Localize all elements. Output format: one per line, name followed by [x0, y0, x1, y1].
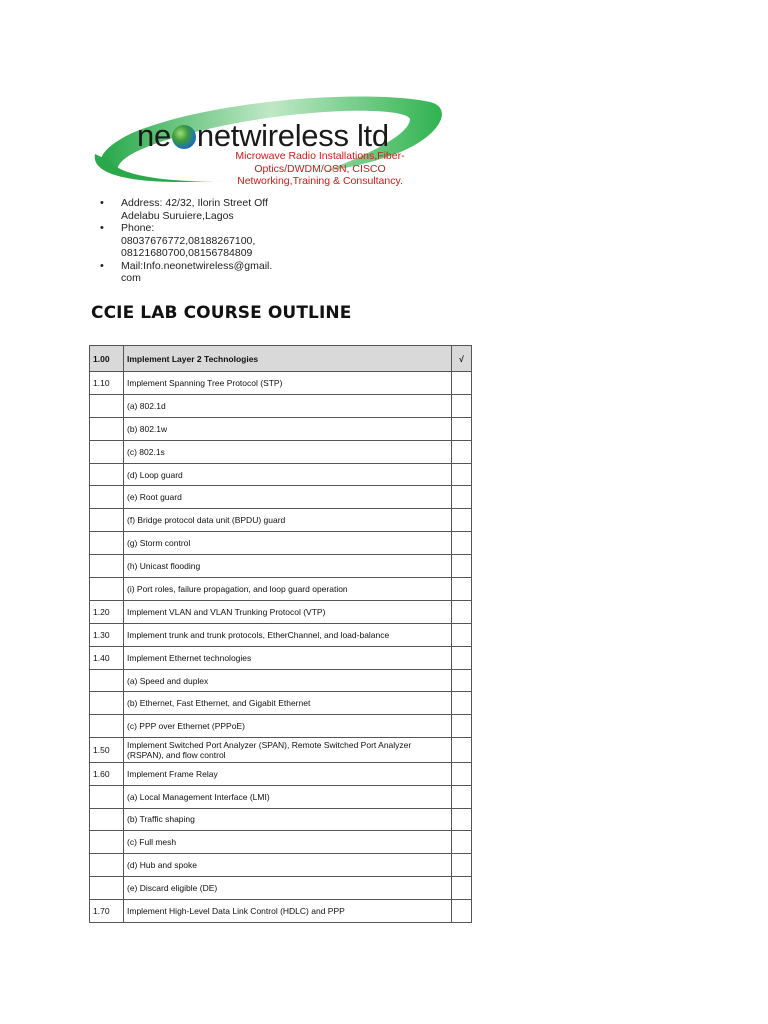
- table-row: [90, 785, 472, 808]
- table-row: [90, 486, 472, 509]
- contact-phone: [100, 222, 300, 260]
- row-topic: (c) Full mesh: [124, 831, 452, 854]
- table-row: [90, 372, 472, 395]
- row-number: [90, 715, 124, 738]
- row-number: 1.50: [90, 738, 124, 763]
- table-row: [90, 715, 472, 738]
- brand-name: [137, 118, 389, 154]
- table-row: [90, 854, 472, 877]
- row-topic: Implement Ethernet technologies: [124, 646, 452, 669]
- contact-info: [100, 197, 300, 285]
- globe-icon: [172, 125, 196, 149]
- row-check-cell: [452, 692, 472, 715]
- row-check-cell: [452, 762, 472, 785]
- row-topic: (b) 802.1w: [124, 417, 452, 440]
- row-topic: Implement Frame Relay: [124, 762, 452, 785]
- row-check-cell: [452, 394, 472, 417]
- table-row: [90, 555, 472, 578]
- table-row: [90, 877, 472, 900]
- row-number: [90, 440, 124, 463]
- check-column-header: √: [452, 346, 472, 372]
- row-topic: (a) Local Management Interface (LMI): [124, 785, 452, 808]
- row-number: [90, 555, 124, 578]
- mail-line: com: [121, 272, 141, 284]
- address-line: Adelabu Suruiere,Lagos: [121, 209, 234, 222]
- row-number: [90, 854, 124, 877]
- table-row: [90, 808, 472, 831]
- row-number: 1.70: [90, 900, 124, 923]
- row-number: [90, 463, 124, 486]
- table-row: [90, 692, 472, 715]
- row-check-cell: [452, 509, 472, 532]
- table-row: [90, 646, 472, 669]
- table-row: [90, 394, 472, 417]
- table-row: [90, 578, 472, 601]
- row-topic: (e) Root guard: [124, 486, 452, 509]
- row-number: 1.20: [90, 600, 124, 623]
- row-number: [90, 877, 124, 900]
- row-topic: Implement Spanning Tree Protocol (STP): [124, 372, 452, 395]
- row-topic: (g) Storm control: [124, 532, 452, 555]
- contact-address: [100, 197, 300, 222]
- table-row: [90, 623, 472, 646]
- row-topic: (a) 802.1d: [124, 394, 452, 417]
- table-row: [90, 440, 472, 463]
- row-check-cell: [452, 463, 472, 486]
- row-topic: (i) Port roles, failure propagation, and loop guard operation: [124, 578, 452, 601]
- row-topic: (b) Traffic shaping: [124, 808, 452, 831]
- row-number: [90, 831, 124, 854]
- row-topic: (h) Unicast flooding: [124, 555, 452, 578]
- table-row: [90, 532, 472, 555]
- row-number: 1.60: [90, 762, 124, 785]
- section-title: Implement Layer 2 Technologies: [124, 346, 452, 372]
- row-check-cell: [452, 623, 472, 646]
- row-check-cell: [452, 808, 472, 831]
- row-number: 1.40: [90, 646, 124, 669]
- table-row: [90, 900, 472, 923]
- section-number: 1.00: [90, 346, 124, 372]
- row-check-cell: [452, 600, 472, 623]
- row-number: [90, 808, 124, 831]
- row-check-cell: [452, 738, 472, 763]
- table-row: [90, 463, 472, 486]
- row-topic: (c) PPP over Ethernet (PPPoE): [124, 715, 452, 738]
- row-check-cell: [452, 555, 472, 578]
- table-row: [90, 600, 472, 623]
- row-number: 1.30: [90, 623, 124, 646]
- row-number: [90, 509, 124, 532]
- row-check-cell: [452, 486, 472, 509]
- row-check-cell: [452, 831, 472, 854]
- row-topic: (b) Ethernet, Fast Ethernet, and Gigabit Ethernet: [124, 692, 452, 715]
- row-check-cell: [452, 669, 472, 692]
- row-number: [90, 394, 124, 417]
- row-number: [90, 486, 124, 509]
- row-check-cell: [452, 900, 472, 923]
- row-number: [90, 417, 124, 440]
- row-check-cell: [452, 785, 472, 808]
- row-topic: Implement VLAN and VLAN Trunking Protocol (VTP): [124, 600, 452, 623]
- row-topic: (d) Hub and spoke: [124, 854, 452, 877]
- tagline-line: Networking,Training & Consultancy.: [237, 175, 403, 187]
- row-number: [90, 692, 124, 715]
- row-check-cell: [452, 532, 472, 555]
- row-number: [90, 532, 124, 555]
- table-row: [90, 669, 472, 692]
- brand-tagline: [230, 150, 410, 188]
- table-row: [90, 738, 472, 763]
- row-number: [90, 785, 124, 808]
- tagline-line: Optics/DWDM/OSN, CISCO: [254, 162, 386, 175]
- brand-name-suffix: netwireless ltd: [196, 118, 389, 153]
- row-number: [90, 669, 124, 692]
- row-check-cell: [452, 372, 472, 395]
- page-title: CCIE LAB COURSE OUTLINE: [91, 303, 352, 323]
- company-logo: [90, 94, 445, 194]
- row-topic: (d) Loop guard: [124, 463, 452, 486]
- row-topic: Implement trunk and trunk protocols, EtherChannel, and load-balance: [124, 623, 452, 646]
- table-row: [90, 762, 472, 785]
- phone-line: 08121680700,08156784809: [121, 247, 253, 259]
- table-row: [90, 831, 472, 854]
- phone-line: 08037676772,08188267100,: [121, 234, 256, 247]
- row-check-cell: [452, 854, 472, 877]
- course-outline-table: [89, 345, 472, 923]
- mail-line: • Mail:Info.neonetwireless@gmail.: [121, 259, 273, 272]
- row-topic: (c) 802.1s: [124, 440, 452, 463]
- brand-name-prefix: ne: [137, 118, 171, 153]
- phone-label: • Phone:: [121, 222, 155, 234]
- row-check-cell: [452, 877, 472, 900]
- contact-mail: [100, 260, 300, 285]
- table-row: [90, 417, 472, 440]
- row-check-cell: [452, 417, 472, 440]
- row-check-cell: [452, 578, 472, 601]
- row-topic: Implement Switched Port Analyzer (SPAN), Remote Switched Port Analyzer (RSPAN), and flow control: [124, 738, 452, 763]
- row-check-cell: [452, 646, 472, 669]
- row-check-cell: [452, 440, 472, 463]
- row-topic: (a) Speed and duplex: [124, 669, 452, 692]
- table-row: [90, 509, 472, 532]
- row-number: [90, 578, 124, 601]
- address-line: • Address: 42/32, Ilorin Street Off: [121, 197, 268, 209]
- row-check-cell: [452, 715, 472, 738]
- table-header-row: [90, 346, 472, 372]
- tagline-line: Microwave Radio Installations,Fiber-: [235, 150, 405, 162]
- row-topic: Implement High-Level Data Link Control (HDLC) and PPP: [124, 900, 452, 923]
- row-topic: (e) Discard eligible (DE): [124, 877, 452, 900]
- row-number: 1.10: [90, 372, 124, 395]
- row-topic: (f) Bridge protocol data unit (BPDU) guard: [124, 509, 452, 532]
